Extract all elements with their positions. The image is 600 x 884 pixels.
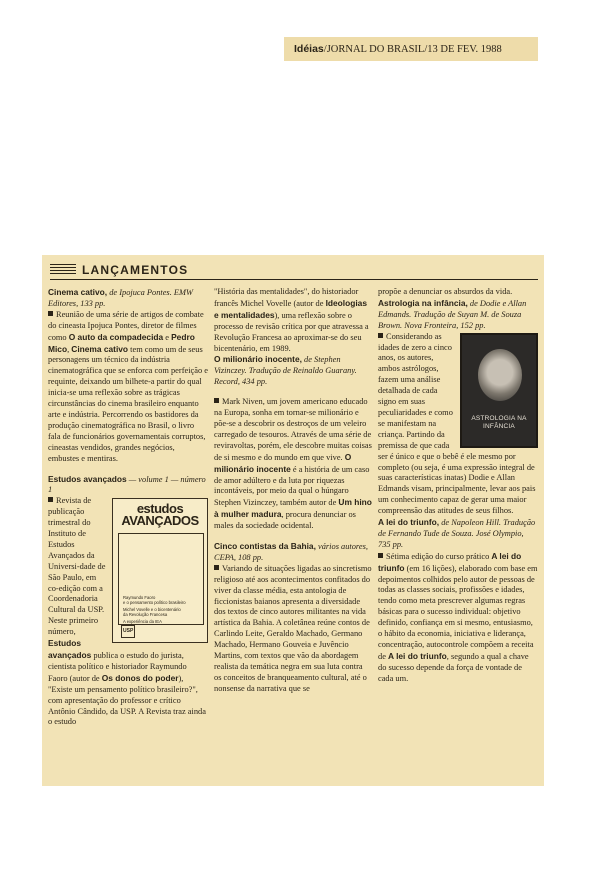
review-milionario-body [214, 397, 372, 532]
cover-line: A experiência da IEA [123, 619, 162, 625]
review-title: Cinema cativo, [48, 287, 108, 297]
review-title: O milionário inocente, [214, 354, 302, 365]
continued-paragraph [214, 287, 372, 354]
header-bars-ornament [50, 264, 76, 276]
spacer [214, 532, 372, 541]
book-title: Cinema cativo [71, 343, 129, 354]
review-title: Estudos avançados [48, 473, 127, 484]
spacer [48, 465, 208, 474]
film-title: O auto da compadecida [68, 331, 164, 342]
book-title: Ideologias e mentalidades [214, 297, 367, 320]
masthead [284, 37, 538, 61]
cover-line: e o pensamento político brasileiro [123, 600, 186, 606]
cover-title: estudos AVANÇADOS [121, 501, 199, 529]
review-milionario-heading [214, 354, 372, 388]
review-cinco-contistas-heading [214, 541, 372, 564]
text: e [163, 332, 172, 342]
spacer [214, 388, 372, 397]
header-rule [50, 279, 538, 280]
cover-line: Michel Vovelle e o bicentenário [123, 607, 181, 613]
text: publica o estudo do jurista, cientista político e historiador Raymundo Faoro (autor de [48, 651, 187, 683]
newspaper-clipping [42, 255, 544, 786]
bullet-square-icon [214, 565, 219, 570]
text: , segundo a qual a chave do sucesso depende da força de vontade de cada um. [378, 651, 529, 683]
text: ), uma reflexão sobre o processo de revisão crítica por que atravessa a Revolução Francesa ao aproximar-se do seu bicentenário, em 1989. [214, 310, 369, 353]
review-astrologia-heading [378, 298, 538, 332]
text: tem como um de seus personagens um técnico da indústria cinematográfica que se enforca com perfeição e requinte, deixando um bilhete-a partir do qual inicia-se uma reflexão sobre as trágicas circunstâncias do cinema brasileiro enquanto arte e indústria. Percorrendo os bastidores da produção cinematográfica no Brasil, o livro fala de funcionários governamentais corruptos, cineastas vendidos, grandes negócios, embustes e mentiras. [48, 344, 208, 463]
masthead-brand: Idéias [294, 43, 324, 55]
review-title: Astrologia na infância, [378, 297, 468, 308]
review-cinema-cativo-body [48, 310, 208, 465]
book-title: Estudos avançados [48, 638, 92, 660]
bullet-square-icon [378, 553, 383, 558]
text: é a história de um caso de amor adúltero e da luta por riquezas incontáveis, por meio da qual o húngaro Stephen Vizinczey, também autor de [214, 464, 370, 508]
review-meta: de Napoleon Hill. Tradução de Fernando Tude de Souza. José Olympio, 735 pp. [378, 518, 536, 549]
review-meta: de Dodie e Allan Edmands. Tradução de Suyan M. de Souza Brown. Nova Fronteira, 152 pp. [378, 298, 527, 330]
bullet-square-icon [214, 398, 219, 403]
column-2 [214, 287, 372, 695]
masthead-date: /JORNAL DO BRASIL/13 DE FEV. 1988 [323, 44, 502, 55]
section-header [50, 261, 538, 281]
text: "História das mentalidades", do historiador francês Michel Vovelle (autor de [214, 287, 359, 308]
text: Reunião de uma série de artigos de combate do cineasta Ipojuca Pontes, diretor de filmes como [48, 309, 204, 342]
text: Revista de publicação trimestral do Instituto de Estudos Avançados da Universi-dade de São Paulo, em co-edição com a Coordenadoria Cultural da USP. Neste primeiro número, [48, 496, 106, 637]
review-meta: de Ipojuca Pontes. EMW Editores, 133 pp. [48, 288, 193, 308]
column-1 [48, 287, 208, 728]
book-title: Os donos do poder [101, 672, 179, 683]
text: (em 16 lições), elaborado com base em depoimentos colhidos pelo autor de pessoas de todas as classes sociais, profissões e idades, tendo como meta prescrever algumas regras básicas para o sucesso individual: objetivo definido, confiança em si mesmo, entusiasmo, o hábito da economia, iniciativa e liderança, concentração, autocontrole compõem a receita de [378, 563, 538, 661]
bullet-square-icon [48, 311, 53, 316]
text: Considerando as idades de zero a cinco anos, os autores, ambos astrólogos, fazem uma análise detalhada de cada signo em suas peculiaridades e como se manifestam na criança. Partindo da premissa de que cada ser é único e que o bebê é ele mesmo por completo (ou seja, é uma expressão integral de suas características inatas) Dodie e Allan Edmands visam, principalmente, levar aos pais um conhecimento capaz de gerar uma maior compreensão das atitudes de seus filhos. [378, 331, 536, 516]
cover-usp-badge: USP [121, 625, 135, 638]
continued-paragraph: propõe a denunciar os absurdos da vida. [378, 287, 513, 296]
review-title: Cinco contistas da Bahia, [214, 541, 316, 552]
review-cinco-contistas-body [214, 564, 372, 695]
book-title: A lei do triunfo [388, 650, 447, 661]
cover-line: da Revolução Francesa [123, 612, 168, 618]
review-lei-triunfo-body [378, 551, 538, 685]
astrologia-cover-image [460, 333, 538, 448]
estudos-avancados-cover-image [112, 498, 208, 643]
book-title: O milionário inocente [214, 451, 352, 474]
column-3 [378, 287, 538, 685]
review-estudos-avancados-heading [48, 474, 208, 497]
book-title: A lei do triunfo [378, 550, 522, 573]
cover-line: Raymundo Faoro [123, 595, 156, 601]
section-title: LANÇAMENTOS [82, 263, 189, 277]
review-title: A lei do triunfo, [378, 517, 440, 528]
review-lei-triunfo-heading [378, 517, 538, 551]
film-title: Pedro Mico [48, 331, 195, 354]
review-cinema-cativo-heading [48, 287, 208, 310]
review-meta: — volume 1 — número 1 [48, 474, 206, 495]
text: , procura denunciar os males da sociedade ocidental. [214, 510, 356, 531]
bullet-square-icon [48, 497, 53, 502]
book-title: Um hino à mulher madura [214, 497, 372, 520]
cover-title: ASTROLOGIA NA INFÂNCIA [471, 414, 527, 430]
text: Variando de situações ligadas ao sincretismo religioso até aos acontecimentos confitados do viver da classe média, esta antologia de ficcionistas baianos apresenta a diversidade dos textos de cinco autores militantes na vida artística da Bahia. A coletânea reúne contos de Carlindo Leite, Geraldo Machado, Germano Machado, Hermano Gouveia e Juvêncio Martins, com textos que vão da abordagem realista da temática negra em sua luta contra os conceitos de branqueamento cultural, até o nonsense da narrativa que se [214, 563, 372, 693]
text: , [67, 344, 72, 354]
bullet-square-icon [378, 333, 383, 338]
review-meta: de Stephen Vizinczey. Tradução de Reinaldo Guarany. Record, 434 pp. [214, 355, 357, 387]
text: Mark Niven, um jovem americano educado na Europa, sonha em tornar-se milionário e põe-se a descobrir os destroços de um veleiro carregado de tesouros. Através de uma série de reviravoltas, porém, ele descobre muitas coisas de si mesmo e do mundo em que vive. [214, 397, 372, 462]
text: ), "Existe um pensamento político brasileiro?", com apresentação do professor e crítico Antônio Cândido, da USP. A Revista traz ainda o estudo [48, 673, 206, 727]
text: Sétima edição do curso prático [386, 551, 492, 561]
cover-photo-child [478, 349, 522, 401]
review-meta: vários autores, CEPA, 108 pp. [214, 542, 368, 562]
